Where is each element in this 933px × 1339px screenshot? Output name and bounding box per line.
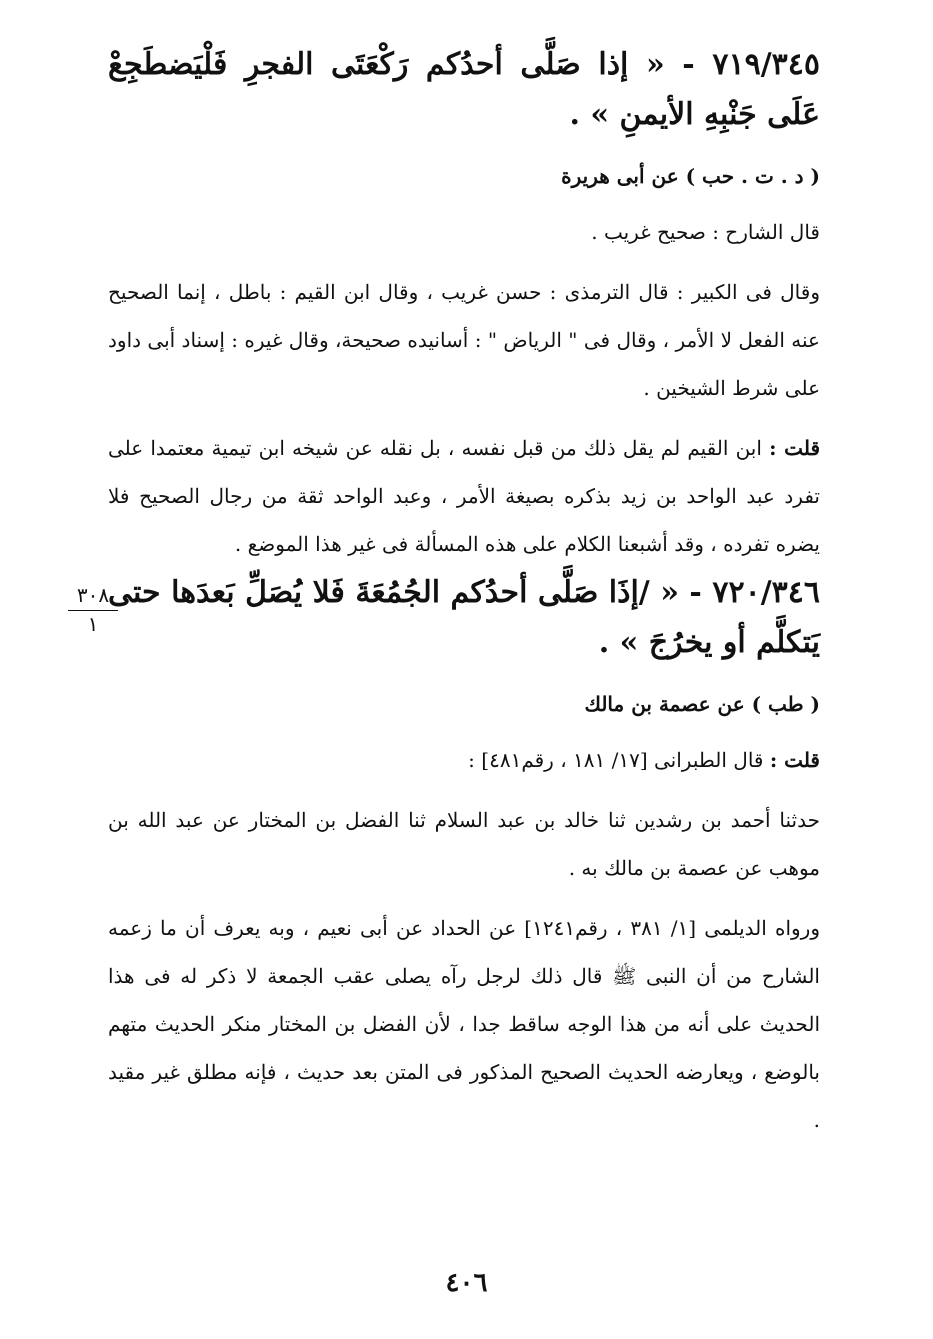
hadith-345-text: ٧١٩/٣٤٥ - « إذا صَلَّى أحدُكم رَكْعَتَى الفجرِ فَلْيَضطَجِعْ عَلَى جَنْبِهِ الأيمنِ » . xyxy=(108,47,820,132)
page-number: ٤٠٦ xyxy=(445,1268,488,1298)
qult-text-2: قال الطبرانى [١٧/ ١٨١ ، رقم٤٨١] : xyxy=(468,748,764,772)
qult-comment-2 xyxy=(108,736,820,784)
page-body xyxy=(108,28,820,1144)
qult-comment-1 xyxy=(108,424,820,568)
qult-text-1: ابن القيم لم يقل ذلك من قبل نفسه ، بل نقله عن شيخه ابن تيمية معتمدا على تفرد عبد الواحد بن زيد بذكره بصيغة الأمر ، وعبد الواحد ثقة من رجال الصحيح فلا يضره تفرده ، وقد أشبعنا الكلام على هذه المسألة فى غير هذا الموضع . xyxy=(108,436,820,556)
qult-label: قلت : xyxy=(769,436,821,460)
kabir-comment: وقال فى الكبير : قال الترمذى : حسن غريب ، وقال ابن القيم : باطل ، إنما الصحيح عنه الفعل لا الأمر ، وقال فى " الرياض " : أسانيده صحيحة، وقال غيره : إسناد أبى داود على شرط الشيخين . xyxy=(108,280,820,400)
hadith-346-source: ( طب ) عن عصمة بن مالك xyxy=(584,692,820,716)
hadith-345-source: ( د . ت . حب ) عن أبى هريرة xyxy=(561,164,820,188)
dailami-paragraph: ورواه الديلمى [١/ ٣٨١ ، رقم١٢٤١] عن الحداد عن أبى نعيم ، وبه يعرف أن ما زعمه الشارح من أن النبى ﷺ قال ذلك لرجل رآه يصلى عقب الجمعة لا ذكر له فى هذا الحديث على أنه من هذا الوجه ساقط جدا ، لأن الفضل بن المختار منكر الحديث متهم بالوضع ، ويعارضه الحديث الصحيح المذكور فى المتن بعد حديث ، فإنه مطلق غير مقيد . xyxy=(108,916,820,1132)
sharih-comment: قال الشارح : صحيح غريب . xyxy=(591,220,820,244)
qult-label-2: قلت : xyxy=(769,748,820,772)
margin-reference-volume-page: ٣٠٨ xyxy=(68,582,118,611)
margin-reference-part: ١ xyxy=(87,612,99,636)
isnad-paragraph: حدثنا أحمد بن رشدين ثنا خالد بن عبد السلام ثنا الفضل بن المختار عن عبد الله بن موهب عن عصمة بن مالك به . xyxy=(108,808,820,880)
margin-reference xyxy=(68,582,118,637)
hadith-346-text: ٧٢٠/٣٤٦ - « /إذَا صَلَّى أحدُكم الجُمُعَةَ فَلا يُصَلِّ بَعدَها حتى يَتكلَّم أو يخرُجَ » . xyxy=(108,575,820,660)
